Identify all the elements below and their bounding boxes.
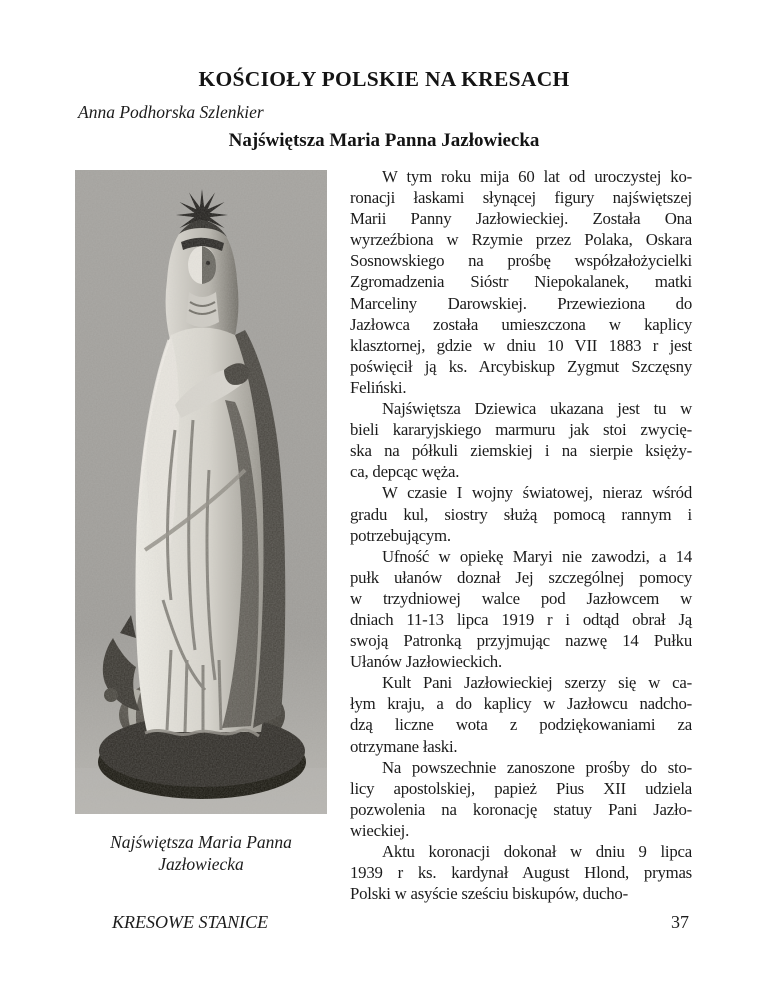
article-text-line: Polski w asyście sześciu biskupów, ducho- [350, 884, 628, 904]
article-text-line: ca, depcąc węża. [350, 462, 460, 482]
figure-caption-line: Jazłowiecka [158, 854, 244, 874]
footer-page-number: 37 [671, 912, 689, 932]
article-text-line: pułk ułanów doznał Jej szczególnej pomocy [350, 567, 692, 587]
article-text-line: Marceliny Darowskiej. Przewieziona do [350, 293, 692, 313]
article-text-line: otrzymane łaski. [350, 736, 458, 756]
article-text-line: dzą liczne wota z podziękowaniami za [350, 715, 692, 735]
photo-grain-overlay [75, 170, 327, 814]
article-text-line: Ułanów Jazłowieckich. [350, 652, 502, 672]
article-text-line: poświęcił ją ks. Arcybiskup Zygmut Szczęsny [350, 356, 692, 376]
figure-caption [75, 831, 327, 875]
statue-photo [75, 170, 327, 814]
article-subtitle: Najświętsza Maria Panna Jazłowiecka [228, 130, 540, 151]
article-text-line: wieckiej. [350, 820, 410, 840]
article-text-line: W tym roku mija 60 lat od uroczystej ko- [382, 167, 692, 186]
article-text-line: Marii Panny Jazłowieckiej. Została Ona [350, 209, 692, 229]
article-text-line: W czasie I wojny światowej, nieraz wśród [382, 483, 692, 503]
article-text-line: klasztornej, gdzie w dniu 10 VII 1883 r jest [350, 335, 692, 355]
article-text-line: Sosnowskiego na prośbę współzałożycielki [350, 251, 692, 271]
article-text-line: swoją Patronką przyjmując nazwę 14 Pułku [350, 631, 692, 651]
article-text-line: Najświętsza Dziewica ukazana jest tu w [382, 399, 692, 419]
author-byline: Anna Podhorska Szlenkier [78, 102, 264, 122]
article-text-line: Feliński. [350, 377, 407, 397]
article-text-line: Jazłowca została umieszczona w kaplicy [350, 314, 692, 334]
article-text-line: ska na półkuli ziemskiej i na sierpie księży- [350, 441, 692, 461]
article-text-line: Kult Pani Jazłowieckiej szerzy się w ca- [382, 673, 692, 693]
article-text-line: licy apostolskiej, papież Pius XII udziela [350, 778, 692, 798]
article-text-line: wyrzeźbiona w Rzymie przez Polaka, Oskara [350, 230, 692, 250]
article-text-line: łym kraju, a do kaplicy w Jazłowcu nadcho- [350, 694, 692, 714]
article-text-line: pozwolenia na koronację statuy Pani Jazło- [350, 799, 692, 819]
article-text-line: Aktu koronacji dokonał w dniu 9 lipca [382, 842, 692, 861]
article-text-line: potrzebującym. [350, 525, 451, 545]
article-text-line: dniach 11-13 lipca 1919 r i odtąd obrał Ją [350, 609, 692, 629]
article-text-line: w trzydniowej walce pod Jazłowcem w [350, 588, 692, 608]
article-text-line: Na powszechnie zanoszone prośby do sto- [382, 757, 692, 777]
article-text-line: Zgromadzenia Sióstr Niepokalanek, matki [350, 272, 692, 292]
article-text-line: bieli kararyjskiego marmuru jak stoi zwycię- [350, 420, 692, 440]
footer-journal-title: KRESOWE STANICE [112, 912, 269, 932]
page-title: KOŚCIOŁY POLSKIE NA KRESACH [198, 67, 570, 91]
article-text-line: 1939 r ks. kardynał August Hlond, prymas [350, 863, 692, 883]
article-column [350, 166, 692, 904]
article-text-line: ronacji łaskami słynącej figury najświętszej [350, 188, 692, 208]
figure-caption-line: Najświętsza Maria Panna [110, 832, 292, 852]
article-text-line: Ufność w opiekę Maryi nie zawodzi, a 14 [382, 546, 692, 566]
article-text-line: gradu kul, siostry służą pomocą rannym i [350, 504, 692, 524]
